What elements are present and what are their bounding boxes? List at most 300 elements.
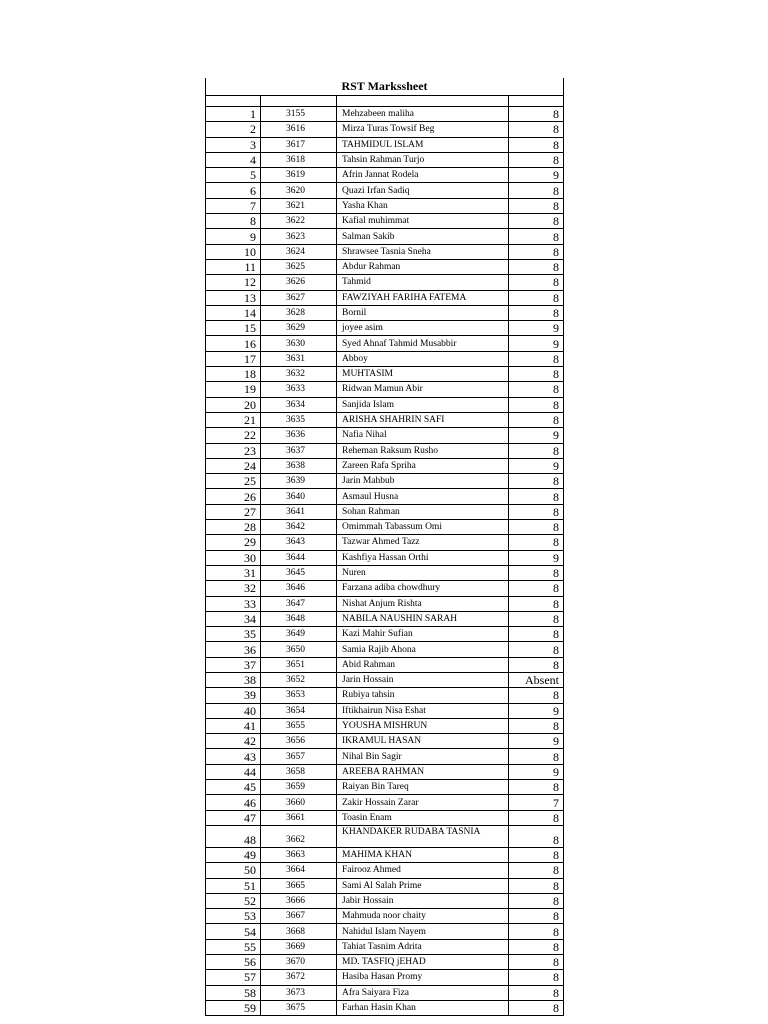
student-name-cell: Nihal Bin Sagir <box>337 749 509 764</box>
mark-cell: 8 <box>509 198 564 213</box>
mark-cell: 8 <box>509 520 564 535</box>
table-row <box>206 275 564 290</box>
roll-number-cell: 3655 <box>261 718 337 733</box>
serial-number-cell: 8 <box>206 214 261 229</box>
serial-number-cell: 33 <box>206 596 261 611</box>
marksheet <box>205 78 563 1016</box>
roll-number-cell: 3667 <box>261 909 337 924</box>
table-row <box>206 688 564 703</box>
mark-cell: 8 <box>509 627 564 642</box>
serial-number-cell: 40 <box>206 703 261 718</box>
serial-number-cell: 36 <box>206 642 261 657</box>
student-name-cell: Abid Rahman <box>337 657 509 672</box>
mark-cell: 8 <box>509 825 564 847</box>
mark-cell: 9 <box>509 703 564 718</box>
student-name-cell: Mahmuda noor chaity <box>337 909 509 924</box>
serial-number-cell: 54 <box>206 924 261 939</box>
serial-number-cell: 35 <box>206 627 261 642</box>
serial-number-cell: 50 <box>206 863 261 878</box>
mark-cell: 8 <box>509 611 564 626</box>
serial-number-cell: 19 <box>206 382 261 397</box>
mark-cell: 8 <box>509 863 564 878</box>
serial-number-cell: 41 <box>206 718 261 733</box>
serial-number-cell: 3 <box>206 137 261 152</box>
serial-number-cell: 15 <box>206 321 261 336</box>
roll-number-cell: 3638 <box>261 458 337 473</box>
table-row <box>206 795 564 810</box>
table-row <box>206 565 564 580</box>
serial-number-cell: 7 <box>206 198 261 213</box>
student-name-cell: TAHMIDUL ISLAM <box>337 137 509 152</box>
student-name-cell: MD. TASFIQ jEHAD <box>337 955 509 970</box>
mark-cell: 8 <box>509 565 564 580</box>
mark-cell: 8 <box>509 244 564 259</box>
table-row <box>206 290 564 305</box>
roll-number-cell: 3624 <box>261 244 337 259</box>
student-name-cell: Jarin Mahbub <box>337 474 509 489</box>
blank-cell <box>261 96 337 107</box>
roll-number-cell: 3648 <box>261 611 337 626</box>
serial-number-cell: 17 <box>206 351 261 366</box>
table-row <box>206 198 564 213</box>
roll-number-cell: 3630 <box>261 336 337 351</box>
roll-number-cell: 3663 <box>261 847 337 862</box>
student-name-cell: Asmaul Husna <box>337 489 509 504</box>
student-name-cell: Tahsin Rahman Turjo <box>337 152 509 167</box>
roll-number-cell: 3621 <box>261 198 337 213</box>
student-name-cell: Sami Al Salah Prime <box>337 878 509 893</box>
roll-number-cell: 3659 <box>261 780 337 795</box>
student-name-cell: Omimmah Tabassum Omi <box>337 520 509 535</box>
roll-number-cell: 3644 <box>261 550 337 565</box>
mark-cell: 8 <box>509 780 564 795</box>
serial-number-cell: 44 <box>206 764 261 779</box>
table-row <box>206 810 564 825</box>
serial-number-cell: 20 <box>206 397 261 412</box>
serial-number-cell: 32 <box>206 581 261 596</box>
mark-cell: 8 <box>509 443 564 458</box>
table-row <box>206 657 564 672</box>
table-row <box>206 1000 564 1015</box>
student-name-cell: MAHIMA KHAN <box>337 847 509 862</box>
roll-number-cell: 3628 <box>261 305 337 320</box>
student-name-cell: ARISHA SHAHRIN SAFI <box>337 412 509 427</box>
serial-number-cell: 47 <box>206 810 261 825</box>
roll-number-cell: 3673 <box>261 985 337 1000</box>
table-row <box>206 825 564 847</box>
table-row <box>206 520 564 535</box>
serial-number-cell: 43 <box>206 749 261 764</box>
student-name-cell: Bornil <box>337 305 509 320</box>
table-row <box>206 924 564 939</box>
mark-cell: 8 <box>509 290 564 305</box>
roll-number-cell: 3672 <box>261 970 337 985</box>
table-row <box>206 909 564 924</box>
mark-cell: 8 <box>509 137 564 152</box>
mark-cell: 8 <box>509 909 564 924</box>
student-name-cell: Nafia Nihal <box>337 428 509 443</box>
mark-cell: 8 <box>509 970 564 985</box>
serial-number-cell: 23 <box>206 443 261 458</box>
roll-number-cell: 3634 <box>261 397 337 412</box>
roll-number-cell: 3661 <box>261 810 337 825</box>
mark-cell: 8 <box>509 749 564 764</box>
table-row <box>206 642 564 657</box>
roll-number-cell: 3652 <box>261 672 337 687</box>
roll-number-cell: 3670 <box>261 955 337 970</box>
table-row <box>206 581 564 596</box>
serial-number-cell: 42 <box>206 734 261 749</box>
table-row <box>206 412 564 427</box>
blank-cell <box>509 96 564 107</box>
mark-cell: 9 <box>509 321 564 336</box>
serial-number-cell: 22 <box>206 428 261 443</box>
mark-cell: 9 <box>509 550 564 565</box>
table-row <box>206 214 564 229</box>
table-row <box>206 336 564 351</box>
table-row <box>206 734 564 749</box>
mark-cell: 9 <box>509 734 564 749</box>
serial-number-cell: 21 <box>206 412 261 427</box>
student-name-cell: Farzana adiba chowdhury <box>337 581 509 596</box>
mark-cell: 8 <box>509 893 564 908</box>
student-name-cell: Afra Saiyara Fiza <box>337 985 509 1000</box>
roll-number-cell: 3625 <box>261 259 337 274</box>
roll-number-cell: 3622 <box>261 214 337 229</box>
serial-number-cell: 9 <box>206 229 261 244</box>
mark-cell: 9 <box>509 428 564 443</box>
roll-number-cell: 3651 <box>261 657 337 672</box>
student-name-cell: MUHTASIM <box>337 367 509 382</box>
student-name-cell: IKRAMUL HASAN <box>337 734 509 749</box>
table-row <box>206 321 564 336</box>
blank-header-row <box>206 96 564 107</box>
serial-number-cell: 55 <box>206 939 261 954</box>
student-name-cell: Tahmid <box>337 275 509 290</box>
mark-cell: Absent <box>509 672 564 687</box>
table-row <box>206 703 564 718</box>
serial-number-cell: 45 <box>206 780 261 795</box>
table-row <box>206 504 564 519</box>
mark-cell: 8 <box>509 642 564 657</box>
roll-number-cell: 3669 <box>261 939 337 954</box>
table-row <box>206 847 564 862</box>
roll-number-cell: 3646 <box>261 581 337 596</box>
table-row <box>206 627 564 642</box>
table-row <box>206 367 564 382</box>
table-row <box>206 939 564 954</box>
table-row <box>206 718 564 733</box>
serial-number-cell: 14 <box>206 305 261 320</box>
serial-number-cell: 5 <box>206 168 261 183</box>
student-name-cell: Shrawsee Tasnia Sneha <box>337 244 509 259</box>
student-name-cell: Toasin Enam <box>337 810 509 825</box>
roll-number-cell: 3664 <box>261 863 337 878</box>
student-name-cell: Zakir Hossain Zarar <box>337 795 509 810</box>
student-name-cell: FAWZIYAH FARIHA FATEMA <box>337 290 509 305</box>
roll-number-cell: 3647 <box>261 596 337 611</box>
student-name-cell: Abdur Rahman <box>337 259 509 274</box>
student-name-cell: Yasha Khan <box>337 198 509 213</box>
marks-table <box>205 78 564 1016</box>
mark-cell: 8 <box>509 535 564 550</box>
student-name-cell: Iftikhairun Nisa Eshat <box>337 703 509 718</box>
roll-number-cell: 3620 <box>261 183 337 198</box>
mark-cell: 8 <box>509 924 564 939</box>
student-name-cell: Jarin Hossain <box>337 672 509 687</box>
roll-number-cell: 3658 <box>261 764 337 779</box>
serial-number-cell: 57 <box>206 970 261 985</box>
table-row <box>206 122 564 137</box>
student-name-cell: Tahiat Tasnim Adrita <box>337 939 509 954</box>
student-name-cell: Kashfiya Hassan Orthi <box>337 550 509 565</box>
serial-number-cell: 24 <box>206 458 261 473</box>
mark-cell: 8 <box>509 183 564 198</box>
mark-cell: 8 <box>509 489 564 504</box>
table-row <box>206 183 564 198</box>
roll-number-cell: 3636 <box>261 428 337 443</box>
roll-number-cell: 3650 <box>261 642 337 657</box>
roll-number-cell: 3662 <box>261 825 337 847</box>
student-name-cell: Afrin Jannat Rodela <box>337 168 509 183</box>
serial-number-cell: 27 <box>206 504 261 519</box>
table-row <box>206 550 564 565</box>
roll-number-cell: 3641 <box>261 504 337 519</box>
table-row <box>206 458 564 473</box>
student-name-cell: YOUSHA MISHRUN <box>337 718 509 733</box>
table-row <box>206 351 564 366</box>
table-row <box>206 152 564 167</box>
student-name-cell: Nahidul Islam Nayem <box>337 924 509 939</box>
roll-number-cell: 3666 <box>261 893 337 908</box>
serial-number-cell: 30 <box>206 550 261 565</box>
table-row <box>206 749 564 764</box>
serial-number-cell: 1 <box>206 107 261 122</box>
mark-cell: 8 <box>509 305 564 320</box>
sheet-title: RST Markssheet <box>206 78 564 96</box>
mark-cell: 8 <box>509 1000 564 1015</box>
student-name-cell: KHANDAKER RUDABA TASNIA <box>337 825 509 847</box>
roll-number-cell: 3616 <box>261 122 337 137</box>
mark-cell: 7 <box>509 795 564 810</box>
table-row <box>206 672 564 687</box>
mark-cell: 8 <box>509 985 564 1000</box>
roll-number-cell: 3660 <box>261 795 337 810</box>
title-row <box>206 78 564 96</box>
mark-cell: 8 <box>509 657 564 672</box>
table-row <box>206 893 564 908</box>
student-name-cell: Reheman Raksum Rusho <box>337 443 509 458</box>
roll-number-cell: 3635 <box>261 412 337 427</box>
roll-number-cell: 3649 <box>261 627 337 642</box>
mark-cell: 8 <box>509 351 564 366</box>
student-name-cell: Jabir Hossain <box>337 893 509 908</box>
roll-number-cell: 3629 <box>261 321 337 336</box>
serial-number-cell: 53 <box>206 909 261 924</box>
table-row <box>206 863 564 878</box>
roll-number-cell: 3155 <box>261 107 337 122</box>
table-row <box>206 397 564 412</box>
blank-cell <box>206 96 261 107</box>
serial-number-cell: 28 <box>206 520 261 535</box>
roll-number-cell: 3619 <box>261 168 337 183</box>
table-row <box>206 596 564 611</box>
roll-number-cell: 3632 <box>261 367 337 382</box>
roll-number-cell: 3654 <box>261 703 337 718</box>
roll-number-cell: 3633 <box>261 382 337 397</box>
table-row <box>206 259 564 274</box>
student-name-cell: Nishat Anjum Rishta <box>337 596 509 611</box>
table-row <box>206 107 564 122</box>
mark-cell: 8 <box>509 107 564 122</box>
serial-number-cell: 4 <box>206 152 261 167</box>
serial-number-cell: 51 <box>206 878 261 893</box>
table-row <box>206 382 564 397</box>
serial-number-cell: 59 <box>206 1000 261 1015</box>
student-name-cell: Quazi Irfan Sadiq <box>337 183 509 198</box>
mark-cell: 8 <box>509 847 564 862</box>
mark-cell: 8 <box>509 955 564 970</box>
serial-number-cell: 38 <box>206 672 261 687</box>
table-row <box>206 244 564 259</box>
roll-number-cell: 3645 <box>261 565 337 580</box>
serial-number-cell: 10 <box>206 244 261 259</box>
student-name-cell: Rubiya tahsin <box>337 688 509 703</box>
roll-number-cell: 3639 <box>261 474 337 489</box>
mark-cell: 8 <box>509 412 564 427</box>
student-name-cell: joyee asim <box>337 321 509 336</box>
mark-cell: 8 <box>509 810 564 825</box>
table-row <box>206 305 564 320</box>
table-row <box>206 443 564 458</box>
mark-cell: 8 <box>509 122 564 137</box>
serial-number-cell: 37 <box>206 657 261 672</box>
student-name-cell: Nuren <box>337 565 509 580</box>
student-name-cell: Fairooz Ahmed <box>337 863 509 878</box>
student-name-cell: Hasiba Hasan Promy <box>337 970 509 985</box>
serial-number-cell: 11 <box>206 259 261 274</box>
mark-cell: 8 <box>509 939 564 954</box>
serial-number-cell: 29 <box>206 535 261 550</box>
table-row <box>206 764 564 779</box>
roll-number-cell: 3631 <box>261 351 337 366</box>
table-row <box>206 489 564 504</box>
student-name-cell: NABILA NAUSHIN SARAH <box>337 611 509 626</box>
roll-number-cell: 3657 <box>261 749 337 764</box>
table-row <box>206 428 564 443</box>
student-name-cell: Sanjida Islam <box>337 397 509 412</box>
student-name-cell: AREEBA RAHMAN <box>337 764 509 779</box>
serial-number-cell: 46 <box>206 795 261 810</box>
table-row <box>206 878 564 893</box>
mark-cell: 8 <box>509 214 564 229</box>
table-row <box>206 535 564 550</box>
mark-cell: 9 <box>509 336 564 351</box>
table-row <box>206 137 564 152</box>
serial-number-cell: 48 <box>206 825 261 847</box>
mark-cell: 8 <box>509 397 564 412</box>
serial-number-cell: 16 <box>206 336 261 351</box>
table-row <box>206 168 564 183</box>
roll-number-cell: 3665 <box>261 878 337 893</box>
roll-number-cell: 3653 <box>261 688 337 703</box>
serial-number-cell: 34 <box>206 611 261 626</box>
student-name-cell: Mehzabeen maliha <box>337 107 509 122</box>
student-name-cell: Kazi Mahir Sufian <box>337 627 509 642</box>
serial-number-cell: 2 <box>206 122 261 137</box>
roll-number-cell: 3623 <box>261 229 337 244</box>
mark-cell: 8 <box>509 229 564 244</box>
serial-number-cell: 52 <box>206 893 261 908</box>
student-name-cell: Farhan Hasin Khan <box>337 1000 509 1015</box>
table-row <box>206 955 564 970</box>
roll-number-cell: 3668 <box>261 924 337 939</box>
serial-number-cell: 6 <box>206 183 261 198</box>
student-name-cell: Mirza Turas Towsif Beg <box>337 122 509 137</box>
serial-number-cell: 49 <box>206 847 261 862</box>
student-name-cell: Zareen Rafa Spriha <box>337 458 509 473</box>
serial-number-cell: 12 <box>206 275 261 290</box>
roll-number-cell: 3643 <box>261 535 337 550</box>
mark-cell: 8 <box>509 382 564 397</box>
serial-number-cell: 26 <box>206 489 261 504</box>
roll-number-cell: 3640 <box>261 489 337 504</box>
student-name-cell: Sohan Rahman <box>337 504 509 519</box>
roll-number-cell: 3618 <box>261 152 337 167</box>
roll-number-cell: 3617 <box>261 137 337 152</box>
roll-number-cell: 3637 <box>261 443 337 458</box>
mark-cell: 8 <box>509 596 564 611</box>
student-name-cell: Ridwan Mamun Abir <box>337 382 509 397</box>
serial-number-cell: 39 <box>206 688 261 703</box>
roll-number-cell: 3626 <box>261 275 337 290</box>
mark-cell: 8 <box>509 474 564 489</box>
mark-cell: 8 <box>509 367 564 382</box>
table-row <box>206 474 564 489</box>
table-row <box>206 985 564 1000</box>
roll-number-cell: 3675 <box>261 1000 337 1015</box>
serial-number-cell: 13 <box>206 290 261 305</box>
table-row <box>206 780 564 795</box>
student-name-cell: Syed Ahnaf Tahmid Musabbir <box>337 336 509 351</box>
serial-number-cell: 18 <box>206 367 261 382</box>
mark-cell: 8 <box>509 259 564 274</box>
table-row <box>206 229 564 244</box>
mark-cell: 8 <box>509 878 564 893</box>
serial-number-cell: 25 <box>206 474 261 489</box>
student-name-cell: Tazwar Ahmed Tazz <box>337 535 509 550</box>
student-name-cell: Salman Sakib <box>337 229 509 244</box>
mark-cell: 9 <box>509 764 564 779</box>
mark-cell: 8 <box>509 688 564 703</box>
roll-number-cell: 3642 <box>261 520 337 535</box>
student-name-cell: Abboy <box>337 351 509 366</box>
student-name-cell: Samia Rajib Ahona <box>337 642 509 657</box>
student-name-cell: Raiyan Bin Tareq <box>337 780 509 795</box>
student-name-cell: Kafial muhimmat <box>337 214 509 229</box>
mark-cell: 8 <box>509 718 564 733</box>
serial-number-cell: 58 <box>206 985 261 1000</box>
mark-cell: 9 <box>509 458 564 473</box>
serial-number-cell: 31 <box>206 565 261 580</box>
blank-cell <box>337 96 509 107</box>
roll-number-cell: 3627 <box>261 290 337 305</box>
table-row <box>206 611 564 626</box>
serial-number-cell: 56 <box>206 955 261 970</box>
mark-cell: 8 <box>509 275 564 290</box>
roll-number-cell: 3656 <box>261 734 337 749</box>
mark-cell: 8 <box>509 504 564 519</box>
